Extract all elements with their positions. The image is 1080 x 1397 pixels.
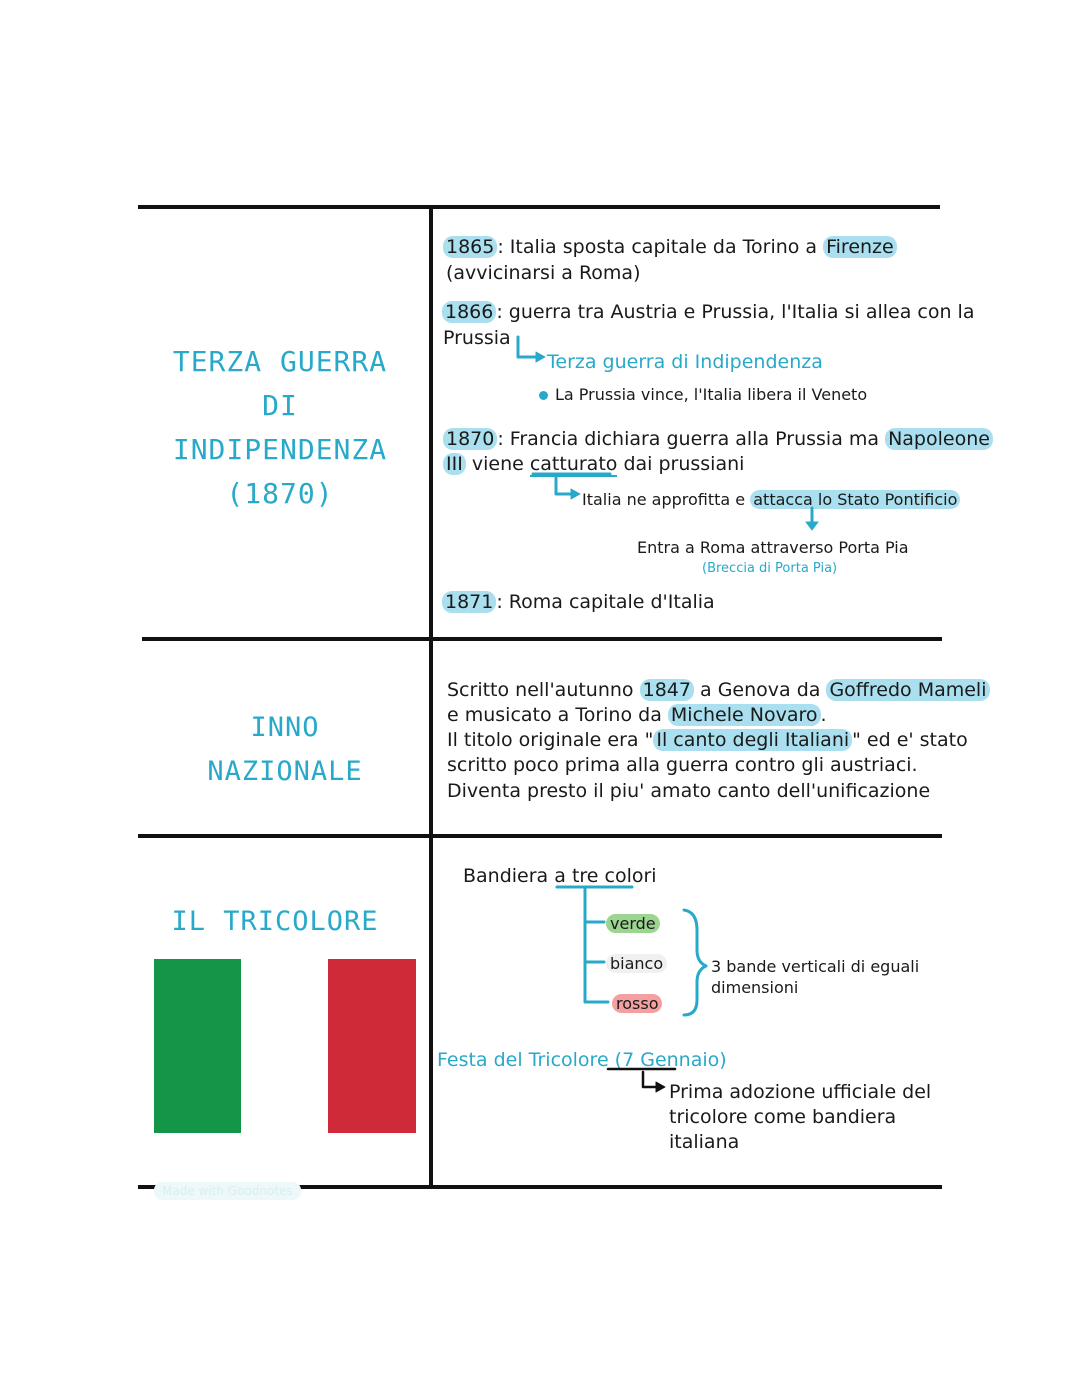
event-1866-bullet: La Prussia vince, l'Italia libera il Veneto — [555, 385, 868, 404]
bande-line-2: dimensioni — [711, 978, 799, 997]
inno-line-4: scritto poco prima alla guerra contro gli austriaci. — [447, 754, 918, 776]
festa-tricolore: Festa del Tricolore (7 Gennaio) — [437, 1049, 727, 1071]
event-1870: 1870 : Francia dichiara guerra alla Prussia ma Napoleone — [443, 426, 993, 452]
event-1866: 1866 : guerra tra Austria e Prussia, l'Italia si allea con la — [442, 299, 974, 325]
arrowhead-icon — [536, 352, 545, 362]
inno-line-5: Diventa presto il piu' amato canto dell'unificazione — [447, 780, 931, 802]
inno-line-3: Il titolo originale era " Il canto degli Italiani " ed e' stato — [447, 729, 968, 751]
color-rosso: rosso — [612, 991, 662, 1017]
event-1865-note: (avvicinarsi a Roma) — [446, 262, 641, 284]
inno-line-2: e musicato a Torino da Michele Novaro . — [447, 704, 827, 726]
goodnotes-watermark: Made with Goodnotes — [154, 1182, 301, 1200]
bande-line-1: 3 bande verticali di eguali — [711, 957, 920, 976]
event-1871: 1871 : Roma capitale d'Italia — [442, 589, 715, 615]
event-1866-consequence: Terza guerra di Indipendenza — [547, 351, 823, 373]
prima-line-1: Prima adozione ufficiale del — [669, 1081, 932, 1103]
tree-branch — [585, 889, 608, 1002]
prima-line-2: tricolore come bandiera — [669, 1106, 897, 1128]
event-1865: 1865 : Italia sposta capitale da Torino a Firenze — [443, 234, 897, 260]
arrowhead-icon — [571, 489, 580, 499]
section-title-tricolore: IL TRICOLORE — [171, 906, 379, 937]
arrowhead-icon — [806, 522, 818, 530]
event-1870-roma: Entra a Roma attraverso Porta Pia — [637, 538, 909, 557]
color-verde: verde — [606, 911, 660, 937]
color-bianco: bianco — [606, 951, 667, 977]
prima-line-3: italiana — [669, 1131, 740, 1153]
bandiera-label: Bandiera a tre colori — [463, 865, 657, 887]
inno-line-1: Scritto nell'autunno 1847 a Genova da Goffredo Mameli — [447, 677, 990, 703]
event-1870-consequence: Italia ne approfitta e attacca lo Stato Pontificio — [582, 487, 960, 513]
event-1870-line2: III viene catturato dai prussiani — [443, 451, 744, 477]
section-title-inno: INNO NAZIONALE — [207, 712, 363, 787]
brace-icon — [684, 910, 706, 1015]
event-1866-line2: Prussia — [443, 327, 511, 349]
arrowhead-icon — [656, 1082, 665, 1092]
event-1870-breccia: (Breccia di Porta Pia) — [702, 561, 838, 576]
section-title-terza-guerra: TERZA GUERRA DI INDIPENDENZA (1870) — [172, 345, 388, 510]
